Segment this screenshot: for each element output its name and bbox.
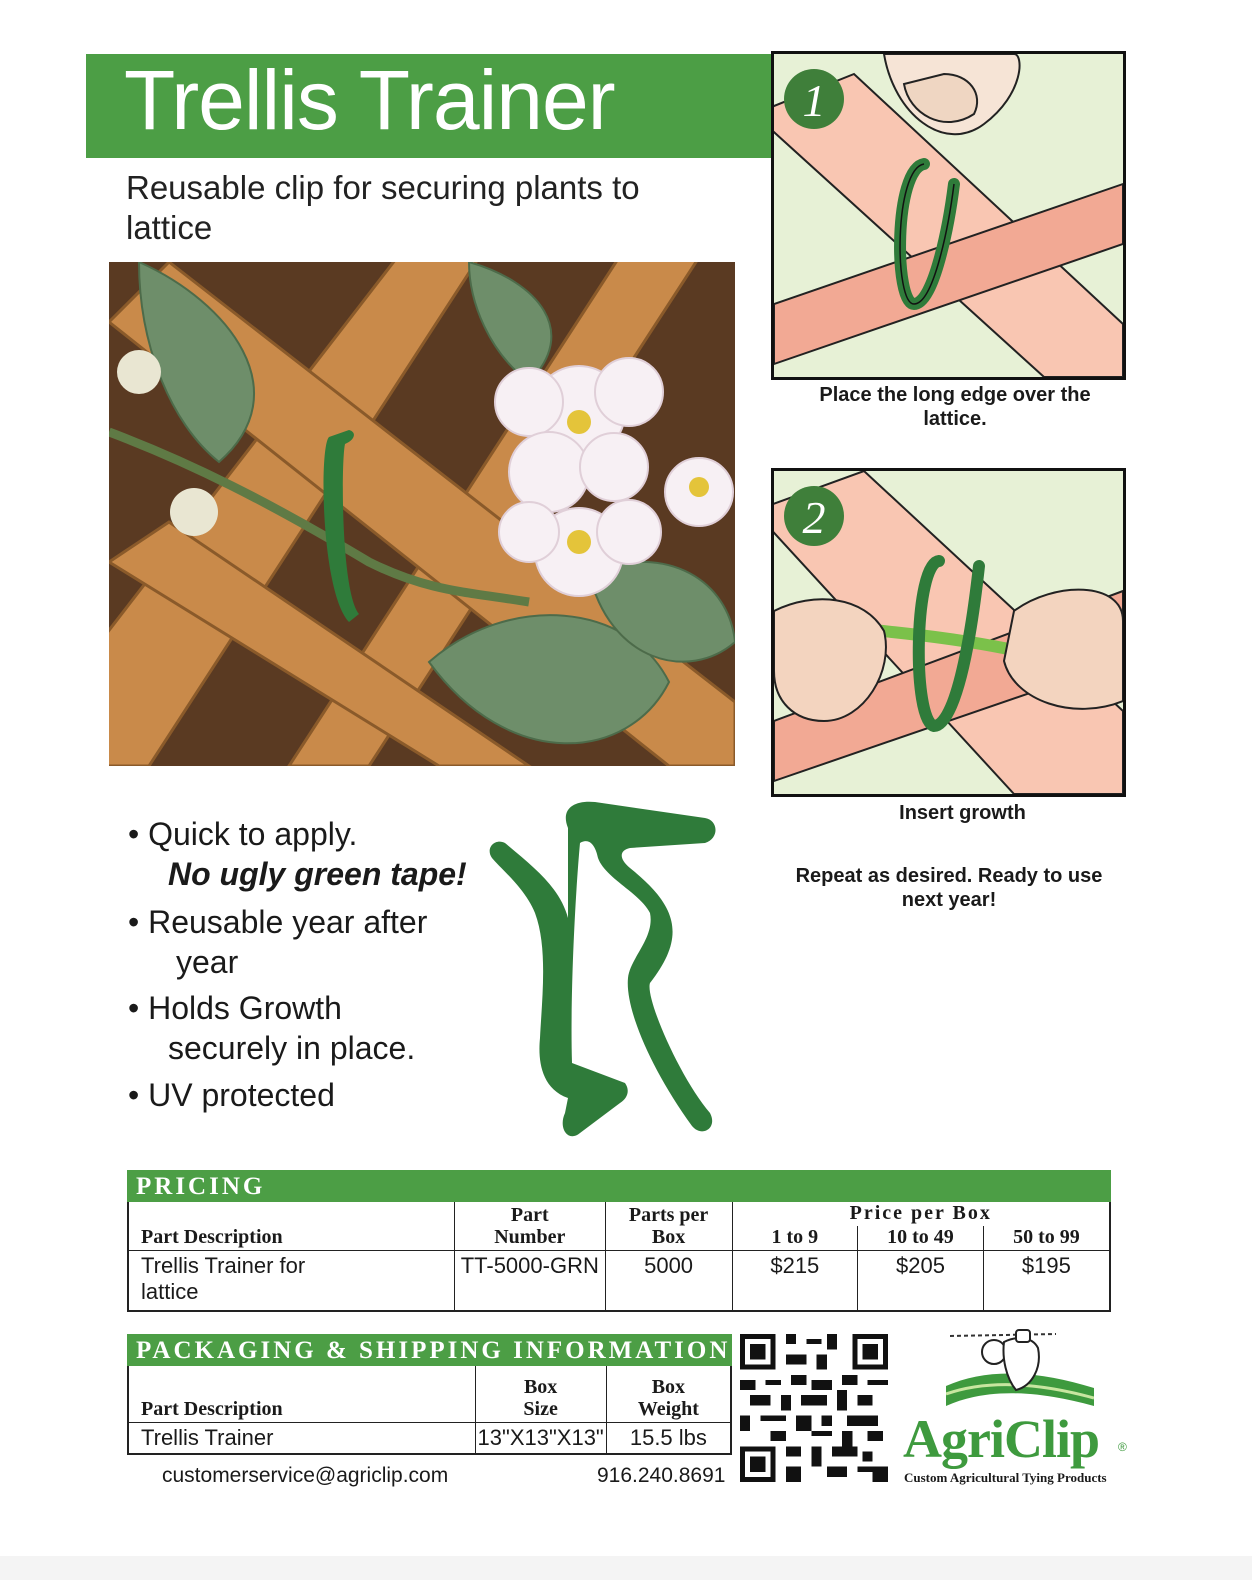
ship-row-box-size: 13"X13"X13" — [475, 1422, 606, 1454]
col-tier-3: 50 to 99 — [983, 1226, 1110, 1251]
col-part-number-label: Part Number — [494, 1204, 566, 1248]
step-1-panel — [771, 51, 1126, 380]
row-part-number: TT-5000-GRN — [454, 1251, 605, 1311]
pricing-table — [127, 1202, 1111, 1312]
ship-row-box-weight: 15.5 lbs — [606, 1422, 731, 1454]
feature-holds-growth: • Holds Growth — [128, 990, 342, 1026]
step-1-illustration — [774, 54, 1123, 377]
row-description — [128, 1251, 454, 1311]
page-title: Trellis Trainer — [124, 53, 615, 147]
col-box-weight-label: Box Weight — [637, 1375, 699, 1420]
col-parts-per-box-label: Parts per Box — [628, 1204, 709, 1248]
product-photo — [109, 262, 735, 766]
agriclip-mascot-icon — [946, 1328, 1094, 1420]
pricing-heading: PRICING — [127, 1170, 1111, 1202]
brand-tagline: Custom Agricultural Tying Products — [904, 1470, 1107, 1485]
agriclip-logo: AgriClip — [903, 1409, 1100, 1469]
step-2-caption: Insert growth — [899, 802, 1026, 824]
col-price-per-box: Price per Box — [732, 1202, 1110, 1226]
row-price-3: $195 — [983, 1251, 1110, 1311]
col-part-number — [454, 1202, 605, 1251]
shipping-heading: PACKAGING & SHIPPING INFORMATION — [127, 1334, 732, 1366]
col-box-weight — [606, 1366, 731, 1422]
col-box-size — [475, 1366, 606, 1422]
feature-quick-apply: • Quick to apply. — [128, 816, 358, 852]
page-subtitle: Reusable clip for securing plants to lattice — [126, 169, 640, 246]
repeat-note: Repeat as desired. Ready to use next year! — [795, 865, 1103, 911]
step-1-number: 1 — [802, 75, 826, 126]
step-1-caption: Place the long edge over the lattice. — [819, 384, 1091, 430]
feature-holds-growth-cont: securely in place. — [168, 1030, 416, 1066]
step-2-illustration — [774, 471, 1123, 794]
clip-icon — [480, 798, 730, 1143]
row-parts-per-box: 5000 — [605, 1251, 732, 1311]
contact-email[interactable]: customerservice@agriclip.com — [162, 1464, 449, 1487]
feature-reusable-cont: year — [176, 944, 239, 980]
shipping-table — [127, 1366, 732, 1455]
col-tier-1: 1 to 9 — [732, 1226, 858, 1251]
row-description-text: Trellis Trainer for lattice — [141, 1253, 306, 1304]
registered-mark: ® — [1118, 1440, 1127, 1454]
page-footer-band — [0, 1556, 1252, 1580]
ship-row-description: Trellis Trainer — [141, 1424, 274, 1450]
col-tier-2: 10 to 49 — [858, 1226, 984, 1251]
col-box-size-label: Box Size — [523, 1375, 558, 1420]
table-row — [128, 1422, 731, 1454]
table-row — [128, 1251, 1110, 1311]
step-2-number: 2 — [802, 492, 826, 543]
step-2-panel — [771, 468, 1126, 797]
col-part-description: Part Description — [128, 1202, 454, 1251]
qr-code-icon[interactable] — [740, 1334, 888, 1482]
col-ship-description: Part Description — [128, 1366, 475, 1422]
feature-reusable: • Reusable year after — [128, 904, 428, 940]
col-parts-per-box — [605, 1202, 732, 1251]
feature-uv: • UV protected — [128, 1077, 335, 1113]
row-price-2: $205 — [858, 1251, 984, 1311]
contact-phone[interactable]: 916.240.8691 — [597, 1464, 726, 1487]
feature-no-tape: No ugly green tape! — [168, 856, 467, 892]
row-price-1: $215 — [732, 1251, 858, 1311]
